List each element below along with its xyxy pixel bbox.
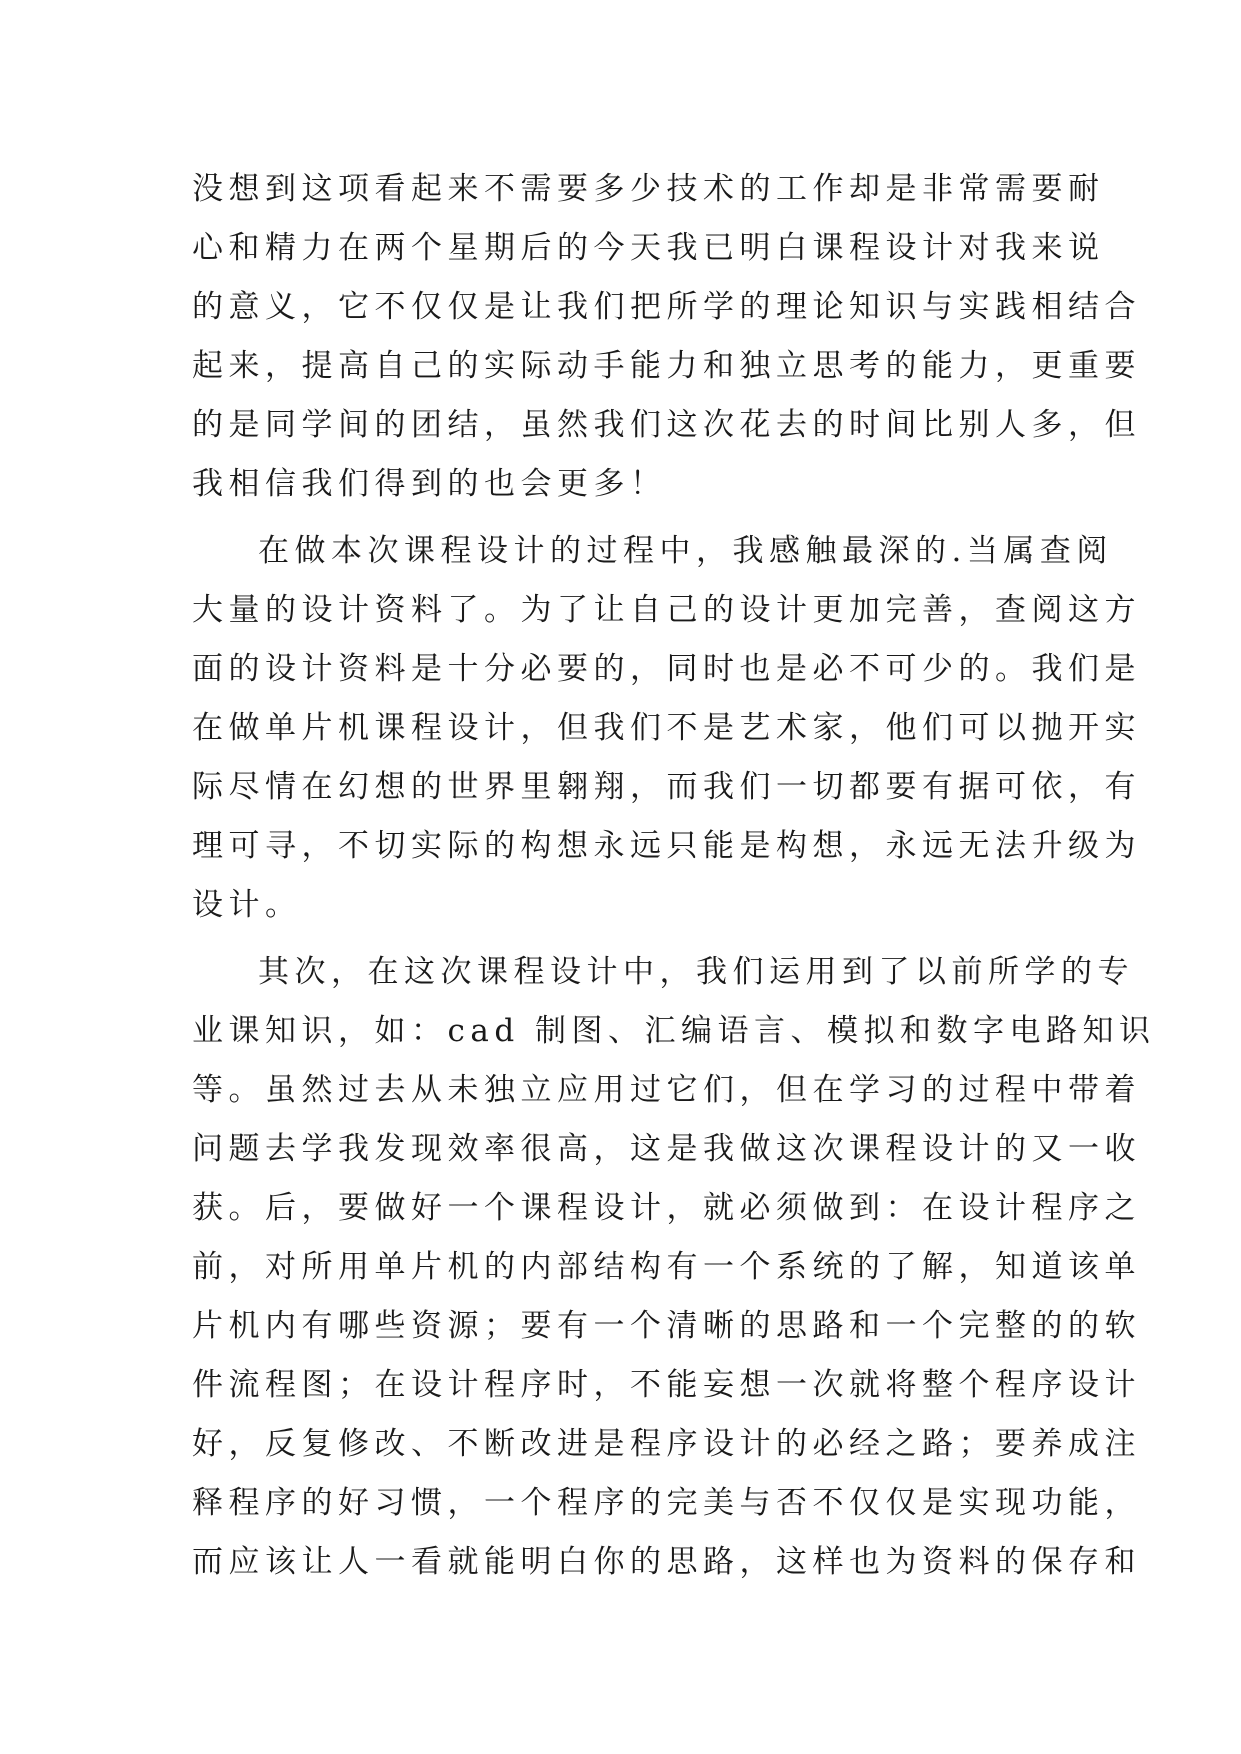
text-line: 等。虽然过去从未独立应用过它们，但在学习的过程中带着 [192, 1072, 1141, 1108]
text-line: 理可寻，不切实际的构想永远只能是构想，永远无法升级为 [192, 828, 1141, 864]
text-line: 面的设计资料是十分必要的，同时也是必不可少的。我们是 [192, 651, 1141, 687]
text-line: 心和精力在两个星期后的今天我已明白课程设计对我来说 [192, 230, 1105, 266]
text-line: 大量的设计资料了。为了让自己的设计更加完善，查阅这方 [192, 592, 1141, 628]
text-line: 好，反复修改、不断改进是程序设计的必经之路；要养成注 [192, 1426, 1141, 1462]
text-line: 业课知识，如：cad 制图、汇编语言、模拟和数字电路知识 [192, 1013, 1156, 1049]
text-line: 而应该让人一看就能明白你的思路，这样也为资料的保存和 [192, 1544, 1141, 1580]
text-line: 际尽情在幻想的世界里翱翔，而我们一切都要有据可依，有 [192, 769, 1141, 805]
text-line: 释程序的好习惯，一个程序的完美与否不仅仅是实现功能， [192, 1485, 1141, 1521]
text-line: 件流程图；在设计程序时，不能妄想一次就将整个程序设计 [192, 1367, 1141, 1403]
text-line: 在做单片机课程设计，但我们不是艺术家，他们可以抛开实 [192, 710, 1141, 746]
paragraph-2 [192, 522, 1141, 935]
paragraph-1 [192, 160, 1141, 514]
text-line: 在做本次课程设计的过程中，我感触最深的.当属查阅 [258, 533, 1113, 569]
text-line: 片机内有哪些资源；要有一个清晰的思路和一个完整的的软 [192, 1308, 1141, 1344]
paragraph-spacer [192, 514, 1052, 522]
text-line: 的意义，它不仅仅是让我们把所学的理论知识与实践相结合 [192, 289, 1141, 325]
text-line: 起来，提高自己的实际动手能力和独立思考的能力，更重要 [192, 348, 1141, 384]
text-line: 其次，在这次课程设计中，我们运用到了以前所学的专 [258, 954, 1134, 990]
body-text [192, 160, 1156, 1592]
text-line: 前，对所用单片机的内部结构有一个系统的了解，知道该单 [192, 1249, 1141, 1285]
text-line: 问题去学我发现效率很高，这是我做这次课程设计的又一收 [192, 1131, 1141, 1167]
text-line: 获。后，要做好一个课程设计，就必须做到：在设计程序之 [192, 1190, 1141, 1226]
paragraph-3 [192, 943, 1156, 1592]
text-line: 的是同学间的团结，虽然我们这次花去的时间比别人多，但 [192, 407, 1141, 443]
paragraph-spacer [192, 935, 1052, 943]
text-line: 没想到这项看起来不需要多少技术的工作却是非常需要耐 [192, 171, 1105, 207]
text-line: 设计。 [192, 887, 302, 923]
text-line: 我相信我们得到的也会更多！ [192, 466, 667, 502]
